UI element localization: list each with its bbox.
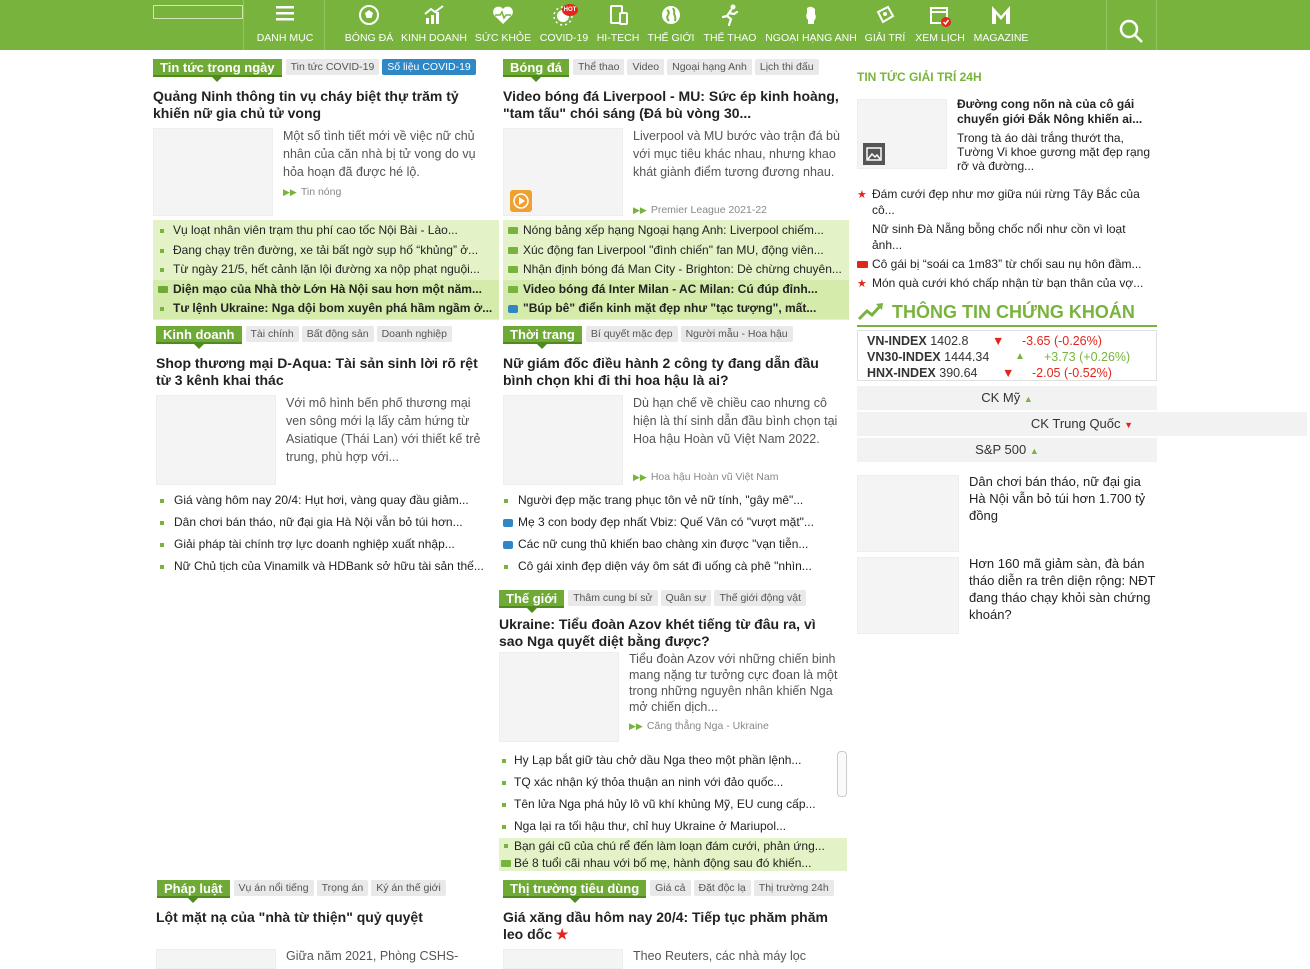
- ck-my-row[interactable]: CK Mỹ ▲: [857, 386, 1157, 410]
- nav-label: KINH DOANH: [401, 32, 467, 44]
- bullet-icon: [160, 565, 164, 569]
- section-bong-da: [503, 59, 849, 81]
- section-thoi-trang: [503, 326, 849, 348]
- subtag[interactable]: Video: [627, 59, 664, 75]
- subtag[interactable]: Số liệu COVID-19: [382, 59, 475, 75]
- section-tag[interactable]: Thế giới: [499, 590, 564, 608]
- headline[interactable]: Video bóng đá Liverpool - MU: Sức ép kinh hoàng, "tam tấu" chói sáng (Đá bù vòng 30...: [503, 88, 839, 121]
- heart-icon: [491, 4, 515, 26]
- bullet-icon: [502, 781, 506, 785]
- article-thumbnail[interactable]: [156, 949, 276, 969]
- list-item[interactable]: Nga lại ra tối hậu thư, chỉ huy Ukraine ở Mariupol...: [496, 816, 836, 838]
- bullet-icon: [160, 229, 164, 233]
- list-item[interactable]: Người đẹp mặc trang phục tôn vẻ nữ tính, "gây mê"...: [500, 490, 846, 512]
- right-list-item[interactable]: ★ Đám cưới đẹp như mơ giữa núi rừng Tây Bắc của cô...: [857, 187, 1140, 217]
- list-item[interactable]: Nữ Chủ tịch của Vinamilk và HDBank sở hữu tài sản thế...: [156, 556, 496, 578]
- feature-summary: Trong tà áo dài trắng thướt tha, Tường Vi khoe gương mặt đẹp rạng rỡ và đường...: [957, 131, 1151, 173]
- article-summary: Một số tình tiết mới về việc nữ chủ nhân của căn nhà bị tử vong do vụ hỏa hoạn đã được hé lộ.: [283, 129, 476, 179]
- bullet-icon: [504, 565, 508, 569]
- section-tag[interactable]: Thời trang: [503, 326, 582, 344]
- news-list: [500, 490, 846, 578]
- star-icon: ★: [857, 278, 867, 290]
- headline-text: Giá xăng dầu hôm nay 20/4: Tiếp tục phăm phăm leo dốc: [503, 909, 828, 942]
- feature-thumbnail[interactable]: [857, 99, 947, 169]
- up-arrow-icon: ▲: [1023, 394, 1033, 404]
- news-list: [503, 220, 849, 320]
- down-arrow-icon: ▼: [1002, 366, 1015, 380]
- arrow-icon: ▶▶: [633, 205, 647, 215]
- nav-item-ngoai-hang-anh[interactable]: [764, 0, 858, 50]
- list-scrollbar[interactable]: [837, 751, 847, 797]
- source-link[interactable]: [629, 720, 769, 732]
- section-kinh-doanh: [156, 326, 499, 348]
- list-item[interactable]: Cô gái xinh đẹp diện váy ôm sát đi uống cà phê "nhìn...: [500, 556, 846, 578]
- runner-icon: [719, 4, 741, 26]
- up-arrow-icon: ▲: [1015, 351, 1025, 362]
- image-icon: [862, 142, 886, 166]
- search-button[interactable]: [1107, 0, 1155, 50]
- stock-news-thumbnail[interactable]: [857, 557, 959, 634]
- headline[interactable]: Lột mặt nạ của "nhà từ thiện" quỷ quyệt: [156, 909, 423, 925]
- calendar-icon: [928, 4, 952, 28]
- devices-icon: [607, 4, 629, 26]
- source-label: Căng thẳng Nga - Ukraine: [646, 720, 769, 732]
- video-icon: [508, 247, 518, 254]
- section-tag[interactable]: Tin tức trong ngày: [153, 59, 282, 77]
- bullet-icon: [160, 249, 164, 253]
- bullet-icon: [160, 307, 164, 311]
- subtag[interactable]: Giá cả: [650, 880, 690, 896]
- nav-label: HI-TECH: [596, 32, 640, 44]
- article-summary: Với mô hình bến phố thương mại ven sông mới lạ lấy cảm hứng từ Asiatique (Thái Lan) với thiết kế trẻ trung, phù hợp với...: [286, 396, 481, 464]
- nav-item-hi-tech[interactable]: [595, 0, 641, 50]
- headline[interactable]: Nữ giám đốc điều hành 2 công ty đang dẫn đầu bình chọn khi đi thi hoa hậu là ai?: [503, 355, 819, 388]
- video-icon: [508, 266, 518, 273]
- subtag[interactable]: Lịch thi đấu: [755, 59, 819, 75]
- article-thumbnail[interactable]: [153, 128, 273, 216]
- right-list-item[interactable]: ★ Món quà cưới khó chấp nhận từ bạn thân của vợ...: [857, 276, 1144, 290]
- article-summary: Liverpool và MU bước vào trận đá bù với mục tiêu khác nhau, nhưng khao khát giành điểm tương đương nhau.: [633, 129, 840, 179]
- bullet-icon: [504, 499, 508, 503]
- list-item[interactable]: Xúc động fan Liverpool "đình chiến" fan MU, động viên...: [503, 241, 849, 261]
- source-label: Tin nóng: [300, 186, 342, 198]
- camera-icon: [508, 305, 518, 313]
- source-link[interactable]: [633, 204, 767, 216]
- football-icon: [358, 4, 380, 26]
- video-icon: [501, 860, 511, 867]
- nav-item-xem-lich[interactable]: [913, 0, 967, 50]
- star-icon: ★: [555, 926, 569, 942]
- magazine-icon: [989, 4, 1013, 26]
- bullet-icon: [502, 803, 506, 807]
- ticket-icon: [874, 4, 896, 26]
- section-phap-luat: [157, 880, 497, 902]
- subtag[interactable]: Tài chính: [246, 326, 299, 342]
- article-thumbnail[interactable]: [503, 395, 623, 485]
- mini-search-box[interactable]: [153, 5, 243, 19]
- subtag[interactable]: Thâm cung bí sử: [568, 590, 657, 606]
- nav-item-giai-tri[interactable]: [862, 0, 908, 50]
- stock-row[interactable]: VN-INDEX 1402.8 ▼ -3.65 (-0.26%): [867, 334, 1102, 348]
- hamburger-icon: [276, 4, 294, 22]
- stock-title: THÔNG TIN CHỨNG KHOÁN: [892, 302, 1135, 322]
- nav-label: COVID-19: [539, 32, 589, 44]
- nav-label: XEM LỊCH: [915, 32, 965, 44]
- subtag[interactable]: Thế giới động vật: [714, 590, 806, 606]
- section-the-gioi: [499, 590, 849, 612]
- article-thumbnail[interactable]: [156, 395, 276, 485]
- subtag[interactable]: Ngoại hạng Anh: [667, 59, 752, 75]
- nav-item-the-gioi[interactable]: [645, 0, 697, 50]
- stock-news-link[interactable]: Dân chơi bán tháo, nữ đại gia Hà Nội vẫn bỏ túi hơn 1.700 tỷ đồng: [969, 474, 1146, 523]
- subtag[interactable]: Quân sự: [661, 590, 712, 606]
- nav-label: THỂ THAO: [703, 32, 757, 44]
- news-list: [156, 490, 496, 578]
- article-summary: Theo Reuters, các nhà máy lọc: [633, 949, 806, 963]
- bullet-icon: [160, 521, 164, 525]
- list-item[interactable]: Dân chơi bán tháo, nữ đại gia Hà Nội vẫn bỏ túi hơn...: [156, 512, 496, 534]
- video-icon: [508, 286, 518, 293]
- list-item[interactable]: Tên lửa Nga phá hủy lô vũ khí khủng Mỹ, EU cung cấp...: [496, 794, 836, 816]
- article-summary: Giữa năm 2021, Phòng CSHS-: [286, 949, 459, 963]
- search-icon: [1118, 18, 1144, 44]
- divider: [243, 0, 244, 50]
- nav-label: GIẢI TRÍ: [864, 32, 906, 44]
- subtag[interactable]: Thị trường 24h: [754, 880, 834, 896]
- arrow-icon: ▶▶: [633, 472, 647, 482]
- section-thi-truong: [503, 880, 849, 902]
- nav-label: THẾ GIỚI: [647, 32, 695, 44]
- feature-headline[interactable]: Đường cong nõn nà của cô gái chuyển giới Đắk Nông khiến ai...: [957, 97, 1143, 126]
- camera-icon: [503, 541, 513, 549]
- nav-item-the-thao[interactable]: [701, 0, 759, 50]
- menu-label: DANH MỤC: [256, 32, 314, 44]
- list-item[interactable]: "Búp bê" điển kinh mặt đẹp như "tạc tượng", mất...: [503, 299, 849, 319]
- stock-news-thumbnail[interactable]: [857, 475, 959, 552]
- list-item[interactable]: Nóng bảng xếp hạng Ngoại hạng Anh: Liverpool chiếm...: [503, 221, 849, 241]
- list-item[interactable]: Tư lệnh Ukraine: Nga dội bom xuyên phá hầm ngầm ở...: [153, 299, 499, 319]
- section-tin-tuc: [153, 59, 499, 81]
- article-summary: Tiểu đoàn Azov với những chiến binh mang nặng tư tưởng cực đoan là một trong những nguyên nhân khiến Nga mở chiến dịch...: [629, 652, 838, 714]
- bullet-icon: [502, 825, 506, 829]
- ck-trung-quoc-row[interactable]: CK Trung Quốc ▼: [857, 412, 1307, 436]
- list-item[interactable]: Từ ngày 21/5, hết cảnh lặn lội đường xa nộp phạt nguội...: [153, 260, 499, 280]
- list-item[interactable]: Bé 8 tuổi cãi nhau với bố mẹ, hành động sau đó khiến...: [499, 855, 847, 872]
- lion-icon: [800, 4, 822, 26]
- subtag[interactable]: Tin tức COVID-19: [286, 59, 380, 75]
- video-icon: [508, 227, 518, 234]
- bullet-icon: [160, 499, 164, 503]
- stock-row[interactable]: HNX-INDEX 390.64 ▼ -2.05 (-0.52%): [867, 366, 1112, 380]
- list-item[interactable]: Đang chạy trên đường, xe tải bất ngờ sụp hố “khủng” ở...: [153, 241, 499, 261]
- headline[interactable]: Ukraine: Tiểu đoàn Azov khét tiếng từ đâu ra, vì sao Nga quyết diệt bằng được?: [499, 616, 816, 649]
- stock-header[interactable]: [857, 300, 1157, 327]
- bullet-icon: [160, 543, 164, 547]
- gallery-icon: [158, 286, 168, 293]
- divider: [1156, 0, 1157, 50]
- news-list: [496, 750, 836, 838]
- headline[interactable]: [503, 909, 838, 943]
- nav-item-covid[interactable]: [536, 0, 592, 50]
- globe-icon: [660, 4, 682, 26]
- section-tag[interactable]: Thị trường tiêu dùng: [503, 880, 646, 898]
- subtag[interactable]: Ký án thế giới: [371, 880, 446, 896]
- source-label: Hoa hậu Hoàn vũ Việt Nam: [650, 471, 779, 483]
- article-summary: Dù hạn chế về chiều cao nhưng cô hiện là thí sinh dẫn đầu bình chọn tại Hoa hậu Hoàn vũ Việt Nam 2022.: [633, 396, 838, 446]
- list-item[interactable]: Vụ loạt nhân viên trạm thu phí cao tốc Nội Bài - Lào...: [153, 221, 499, 241]
- stock-row[interactable]: VN30-INDEX 1444.34 ▲ +3.73 (+0.26%): [867, 350, 1131, 364]
- bullet-icon: [160, 268, 164, 272]
- list-item[interactable]: Mẹ 3 con body đẹp nhất Vbiz: Quế Vân có "vượt mặt"...: [500, 512, 846, 534]
- article-thumbnail[interactable]: [499, 652, 619, 742]
- right-list-item[interactable]: Cô gái bị “soái ca 1m83” từ chối sau nụ hôn đầm...: [857, 256, 1157, 272]
- arrow-icon: ▶▶: [629, 721, 643, 731]
- list-item[interactable]: Hy Lạp bắt giữ tàu chở dầu Nga theo một phần lệnh...: [496, 750, 836, 772]
- play-icon: [509, 189, 533, 213]
- arrow-icon: ▶▶: [283, 187, 297, 197]
- source-link[interactable]: [283, 186, 341, 198]
- section-tag[interactable]: Kinh doanh: [156, 326, 242, 344]
- news-list: [153, 220, 499, 320]
- list-item[interactable]: Giải pháp tài chính trợ lực doanh nghiệp xuất nhập...: [156, 534, 496, 556]
- headline[interactable]: Shop thương mại D-Aqua: Tài sản sinh lời rõ rệt từ 3 kênh khai thác: [156, 355, 478, 388]
- section-tag[interactable]: Pháp luật: [157, 880, 230, 898]
- down-arrow-icon: ▼: [1124, 420, 1134, 430]
- camera-icon: [503, 519, 513, 527]
- top-nav: [0, 0, 1310, 50]
- star-icon: ★: [857, 189, 867, 201]
- list-item[interactable]: Nhận định bóng đá Man City - Brighton: Dè chừng chuyên...: [503, 260, 849, 280]
- right-section-title[interactable]: TIN TỨC GIẢI TRÍ 24H: [857, 70, 982, 84]
- subtag[interactable]: Trọng án: [317, 880, 369, 896]
- subtag[interactable]: Bí quyết mặc đẹp: [586, 326, 678, 342]
- down-arrow-icon: ▼: [992, 334, 1005, 348]
- subtag[interactable]: Doanh nghiệp: [377, 326, 452, 342]
- subtag[interactable]: Vụ án nổi tiếng: [234, 880, 314, 896]
- subtag[interactable]: Thể thao: [573, 59, 624, 75]
- news-list-highlight: [499, 838, 847, 871]
- section-tag[interactable]: Bóng đá: [503, 59, 569, 77]
- hot-badge: HOT: [562, 4, 578, 16]
- up-arrow-icon: ▲: [1029, 446, 1039, 456]
- list-item[interactable]: TQ xác nhận ký thỏa thuận an ninh với đảo quốc...: [496, 772, 836, 794]
- source-link[interactable]: [633, 471, 778, 483]
- list-item[interactable]: Bạn gái cũ của chú rể đến làm loạn đám cưới, phản ứng...: [499, 838, 847, 855]
- nav-label: MAGAZINE: [973, 32, 1029, 44]
- bullet-icon: [504, 844, 508, 848]
- bullet-icon: [502, 759, 506, 763]
- headline[interactable]: Quảng Ninh thông tin vụ cháy biệt thự trăm tỷ khiến nữ gia chủ tử vong: [153, 88, 459, 121]
- list-item[interactable]: Giá vàng hôm nay 20/4: Hụt hơi, vàng quay đầu giảm...: [156, 490, 496, 512]
- nav-item-bong-da[interactable]: [340, 0, 398, 50]
- right-list-item[interactable]: Nữ sinh Đà Nẵng bỗng chốc nổi như cồn vì loạt ảnh...: [872, 222, 1126, 252]
- stock-news-link[interactable]: Hơn 160 mã giảm sàn, đà bán tháo diễn ra trên diện rộng: NĐT đang tháo chạy khỏi sàn chứng khoán?: [969, 556, 1156, 622]
- subtag[interactable]: Bất động sản: [302, 326, 374, 342]
- subtag[interactable]: Người mẫu - Hoa hậu: [681, 326, 793, 342]
- sp500-row[interactable]: S&P 500 ▲: [857, 438, 1157, 462]
- chart-icon: [423, 4, 445, 26]
- nav-label: BÓNG ĐÁ: [344, 32, 394, 44]
- menu-button[interactable]: [245, 0, 325, 50]
- stock-table: [857, 330, 1157, 381]
- list-item[interactable]: Diện mạo của Nhà thờ Lớn Hà Nội sau hơn một năm...: [153, 280, 499, 300]
- list-item[interactable]: Video bóng đá Inter Milan - AC Milan: Cú đúp đỉnh...: [503, 280, 849, 300]
- article-thumbnail[interactable]: [503, 949, 623, 969]
- nav-label: SỨC KHỎE: [474, 32, 532, 44]
- trend-up-icon: [857, 302, 885, 322]
- subtag[interactable]: Đặt độc lạ: [694, 880, 751, 896]
- nav-item-suc-khoe[interactable]: [473, 0, 533, 50]
- nav-item-kinh-doanh[interactable]: [400, 0, 468, 50]
- nav-label: NGOẠI HẠNG ANH: [765, 32, 857, 44]
- nav-item-magazine[interactable]: [972, 0, 1030, 50]
- source-label: Premier League 2021-22: [650, 204, 768, 216]
- video-icon: [857, 261, 868, 268]
- article-thumbnail[interactable]: [503, 128, 623, 216]
- list-item[interactable]: Các nữ cung thủ khiến bao chàng xin được "vạn tiễn...: [500, 534, 846, 556]
